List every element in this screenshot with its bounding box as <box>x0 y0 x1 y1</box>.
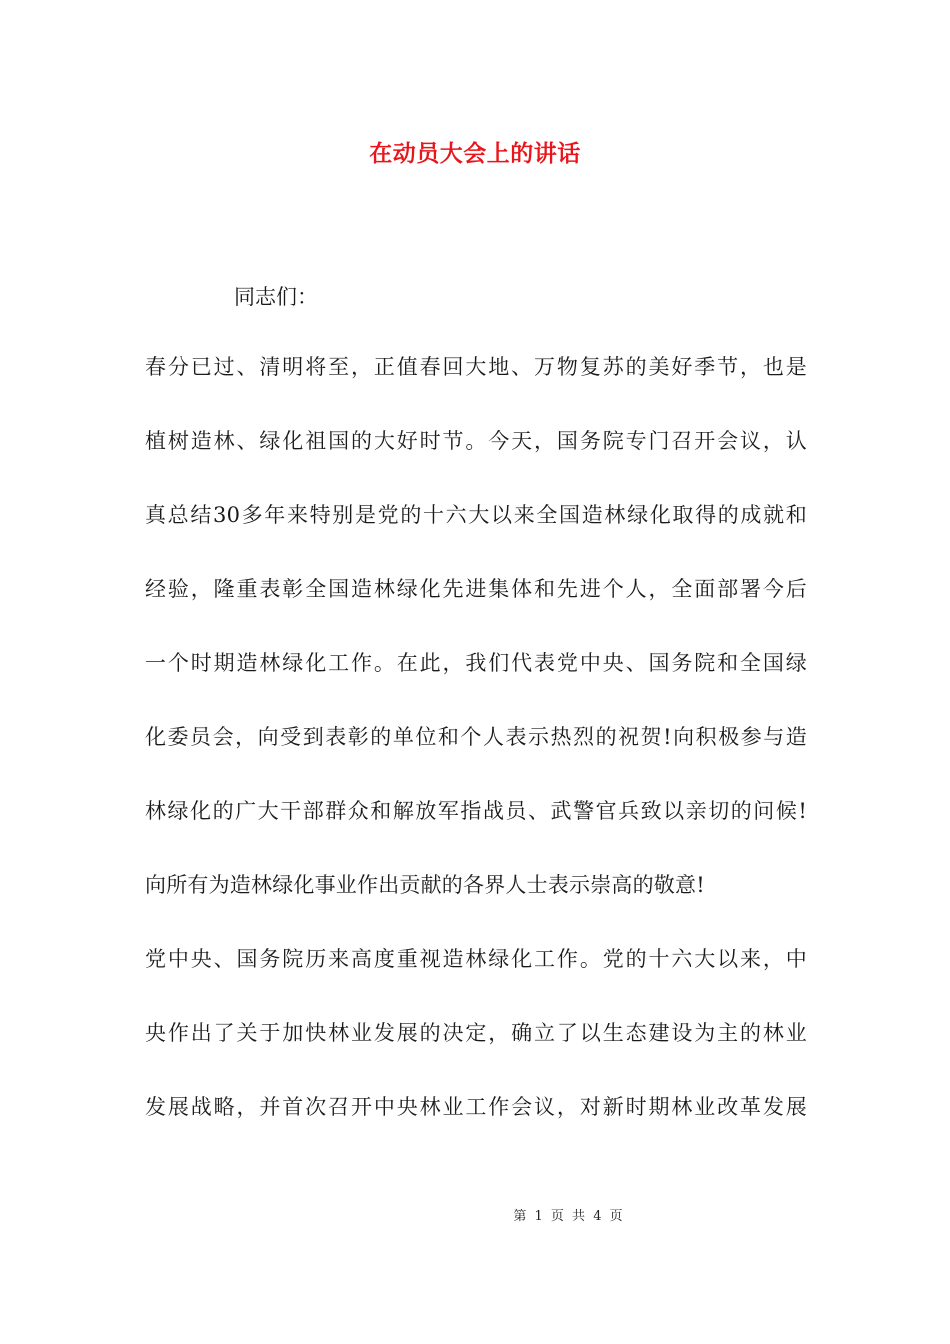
text-line: 向所有为造林绿化事业作出贡献的各界人士表示崇高的敬意! <box>145 873 705 897</box>
text-line: 真总结30多年来特别是党的十六大以来全国造林绿化取得的成就和 <box>145 503 807 527</box>
body-text <box>145 352 807 1166</box>
text-line: 经验，隆重表彰全国造林绿化先进集体和先进个人，全面部署今后 <box>145 577 807 601</box>
text-line: 央作出了关于加快林业发展的决定，确立了以生态建设为主的林业 <box>145 1021 807 1045</box>
text-line: 一个时期造林绿化工作。在此，我们代表党中央、国务院和全国绿 <box>145 651 807 675</box>
document-title: 在动员大会上的讲话 <box>369 140 581 167</box>
salutation: 同志们： <box>234 285 318 309</box>
text-line: 党中央、国务院历来高度重视造林绿化工作。党的十六大以来，中 <box>145 947 807 971</box>
text-line: 林绿化的广大干部群众和解放军指战员、武警官兵致以亲切的问候! <box>145 799 807 823</box>
page-number-footer: 第 1 页 共 4 页 <box>513 1209 623 1224</box>
text-line: 植树造林、绿化祖国的大好时节。今天，国务院专门召开会议，认 <box>145 429 807 453</box>
text-line: 春分已过、清明将至，正值春回大地、万物复苏的美好季节，也是 <box>145 355 807 379</box>
text-line: 化委员会，向受到表彰的单位和个人表示热烈的祝贺!向积极参与造 <box>145 725 807 749</box>
text-line: 发展战略，并首次召开中央林业工作会议，对新时期林业改革发展 <box>145 1095 807 1119</box>
